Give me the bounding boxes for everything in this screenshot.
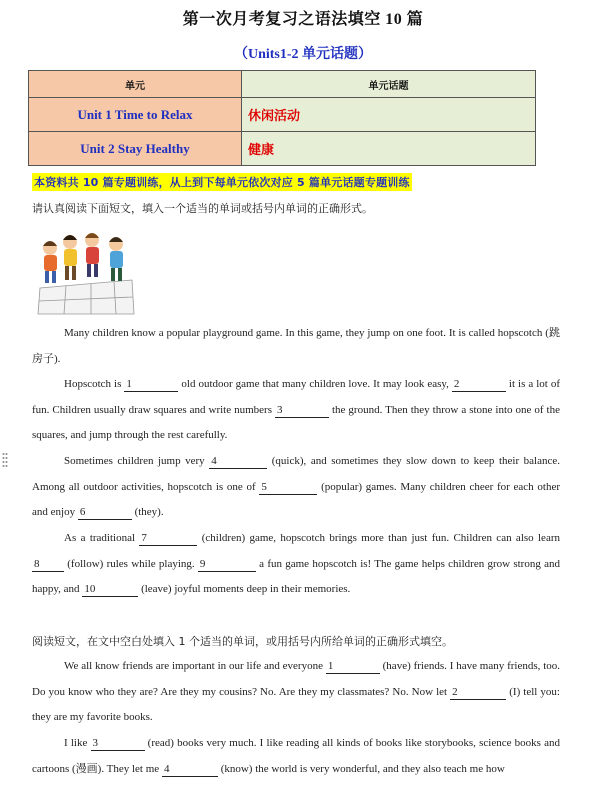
notice-highlight: 本资料共 10 篇专题训练，从上到下每单元依次对应 5 篇单元话题专题训练 — [32, 173, 412, 191]
drag-handle-icon — [2, 452, 8, 468]
passage1-paragraph-1 — [32, 321, 560, 372]
text-segment: (popular) games. Many children cheer for each other and enjoy — [32, 480, 560, 519]
unit-cell: Unit 2 Stay Healthy — [29, 132, 242, 166]
passage2-paragraph-1 — [32, 654, 560, 731]
text-segment: (follow) rules while playing. — [64, 557, 198, 570]
table-header-row — [29, 71, 536, 98]
topic-cell: 休闲活动 — [242, 98, 536, 132]
header-unit: 单元 — [29, 71, 242, 98]
text-segment: Sometimes children jump very — [64, 455, 210, 467]
blank-2: 2 — [452, 378, 506, 392]
header-topic: 单元话题 — [242, 71, 536, 98]
text-segment: (they). — [131, 506, 164, 519]
text-segment: (have) friends. I have many friends, too. Do you know who they are? Are they my cousins? No. Are they my classmates? No. Now let — [32, 660, 560, 698]
blank-3: 3 — [91, 737, 145, 751]
unit-cell: Unit 1 Time to Relax — [29, 98, 242, 132]
page-title: 第一次月考复习之语法填空 10 篇 — [182, 11, 424, 28]
children-hopscotch-illustration — [36, 228, 136, 316]
text-segment: We all know friends are important in our life and everyone — [64, 660, 326, 672]
blank-4: 4 — [162, 763, 218, 777]
text-segment: the ground. Then they throw a stone into one of the squares, and jump through the rest carefully. — [32, 403, 560, 442]
text-segment: As a traditional — [64, 532, 140, 544]
passage1-paragraph-4 — [32, 526, 560, 603]
passage1-paragraph-2 — [32, 372, 560, 449]
text-segment: (read) books very much. I like reading all kinds of books like storybooks, science books and cartoons (漫画). They let me — [32, 737, 560, 775]
blank-1: 1 — [124, 378, 178, 392]
passage1-paragraph-3 — [32, 449, 560, 526]
text-segment: (quick), and sometimes they slow down to keep their balance. Among all outdoor activities, hopscotch is one of — [32, 455, 560, 493]
unit-topic-table — [28, 70, 536, 166]
text-segment: (know) the world is very wonderful, and they also teach me how — [217, 762, 505, 775]
passage2-paragraph-2 — [32, 731, 560, 782]
blank-3: 3 — [275, 404, 329, 418]
text-segment: I like — [64, 737, 91, 749]
text-segment: (leave) joyful moments deep in their memories. — [138, 583, 351, 596]
blank-8: 8 — [32, 558, 64, 572]
passage1-instruction: 请认真阅读下面短文，填入一个适当的单词或括号内单词的正确形式。 — [32, 202, 373, 215]
blank-7: 7 — [139, 532, 197, 546]
blank-1: 1 — [326, 660, 380, 674]
text-segment: (I) tell you: they are my favorite books. — [32, 685, 560, 724]
blank-10: 10 — [82, 583, 138, 597]
blank-4: 4 — [209, 455, 267, 469]
text-segment: Many children know a popular playground game. In this game, they jump on one foot. It is called hopscotch (跳房子). — [32, 327, 560, 365]
text-segment: old outdoor game that many children love. It may look easy, — [178, 378, 452, 390]
text-segment: (children) game, hopscotch brings more than just fun. Children can also learn — [197, 532, 560, 544]
topic-cell: 健康 — [242, 132, 536, 166]
blank-9: 9 — [198, 558, 256, 572]
table-row — [29, 132, 536, 166]
blank-2: 2 — [450, 686, 506, 700]
blank-6: 6 — [78, 506, 132, 520]
table-row — [29, 98, 536, 132]
page-subtitle: （Units1-2 单元话题） — [233, 47, 373, 62]
blank-5: 5 — [259, 481, 317, 495]
text-segment: it is a lot of fun. Children usually draw squares and write numbers — [32, 378, 560, 416]
text-segment: a fun game hopscotch is! The game helps children grow strong and happy, and — [32, 557, 560, 596]
text-segment: Hopscotch is — [64, 378, 125, 390]
passage2-instruction: 阅读短文，在文中空白处填入 1 个适当的单词，或用括号内所给单词的正确形式填空。 — [32, 635, 453, 648]
